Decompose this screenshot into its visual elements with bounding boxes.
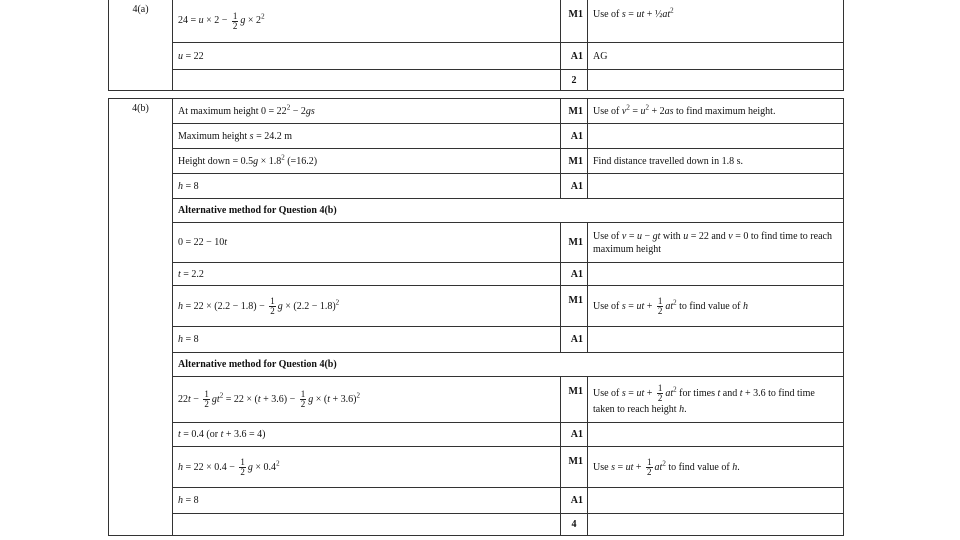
- answer-cell: u = 22: [173, 43, 561, 70]
- marks-total: 2: [561, 70, 588, 91]
- mark-cell: M1: [561, 447, 588, 488]
- guidance-cell-empty: [588, 327, 844, 353]
- marks-total: 4: [561, 514, 588, 536]
- guidance-cell-empty: [588, 488, 844, 514]
- alternative-method-heading: Alternative method for Question 4(b): [173, 199, 844, 223]
- guidance-cell: AG: [588, 43, 844, 70]
- guidance-cell-empty: [588, 514, 844, 536]
- mark-scheme-table-4b: [108, 98, 844, 536]
- alternative-method-heading: Alternative method for Question 4(b): [173, 353, 844, 377]
- guidance-cell: Find distance travelled down in 1.8 s.: [588, 149, 844, 174]
- guidance-cell-empty: [588, 263, 844, 286]
- guidance-cell: Use of $v^2 = u^2 + 2as$ to find maximum height.: [588, 99, 844, 124]
- answer-cell: 0 = 22 − 10t: [173, 223, 561, 263]
- mark-scheme-table-4a: [108, 0, 844, 91]
- guidance-cell-empty: [588, 70, 844, 91]
- mark-cell: A1: [561, 423, 588, 447]
- mark-cell: M1: [561, 0, 588, 43]
- answer-cell: Height down = $0.5g \times 1.8^2$ (=16.2): [173, 149, 561, 174]
- answer-cell-empty: [173, 514, 561, 536]
- guidance-cell-empty: [588, 174, 844, 199]
- mark-cell: A1: [561, 263, 588, 286]
- answer-cell: h = 22 × 0.4 − $\frac{1}{2}$ $g \times 0.4^2$: [173, 447, 561, 488]
- mark-cell: M1: [561, 286, 588, 327]
- guidance-cell: Use s = ut + $\frac{1}{2}$ $at^2$ to find value of h.: [588, 447, 844, 488]
- guidance-cell-empty: [588, 423, 844, 447]
- question-label-4b: 4(b): [109, 99, 173, 536]
- guidance-cell: Use of v = u − gt with u = 22 and v = 0 to find time to reach maximum height: [588, 223, 844, 263]
- mark-cell: A1: [561, 174, 588, 199]
- mark-cell: A1: [561, 488, 588, 514]
- mark-cell: M1: [561, 377, 588, 423]
- answer-cell: At maximum height $0 = 22^2 - 2gs$: [173, 99, 561, 124]
- answer-cell: t = 0.4 (or t + 3.6 = 4): [173, 423, 561, 447]
- answer-cell: t = 2.2: [173, 263, 561, 286]
- answer-cell: h = 8: [173, 488, 561, 514]
- guidance-cell: Use of s = ut + $\frac{1}{2}$ $at^2$ for times t and t + 3.6 to find time taken to reach height h.: [588, 377, 844, 423]
- question-label-4a: 4(a): [109, 0, 173, 91]
- mark-cell: A1: [561, 327, 588, 353]
- answer-cell: h = 8: [173, 174, 561, 199]
- mark-cell: M1: [561, 223, 588, 263]
- answer-cell: h = 22 × (2.2 − 1.8) − $\frac{1}{2}$ $g \times (2.2 - 1.8)^2$: [173, 286, 561, 327]
- guidance-cell: Use of s = ut + $\frac{1}{2}$ $at^2$ to find value of h: [588, 286, 844, 327]
- answer-cell: h = 8: [173, 327, 561, 353]
- mark-cell: M1: [561, 99, 588, 124]
- answer-cell: Maximum height s = 24.2 m: [173, 124, 561, 149]
- guidance-cell: Use of s = ut + $\frac{1}{2}at^2$: [588, 0, 844, 43]
- mark-cell: M1: [561, 149, 588, 174]
- answer-cell: 24 = u × 2 − $\frac{1}{2}$ $g \times 2^2$: [173, 0, 561, 43]
- answer-cell-empty: [173, 70, 561, 91]
- mark-cell: A1: [561, 43, 588, 70]
- guidance-cell: [588, 124, 844, 149]
- answer-cell: 22t − $\frac{1}{2}$ $gt^2 = 22 \times (t + 3.6)$ − $\frac{1}{2}$ $g \times (t + 3.6)^2$: [173, 377, 561, 423]
- mark-cell: A1: [561, 124, 588, 149]
